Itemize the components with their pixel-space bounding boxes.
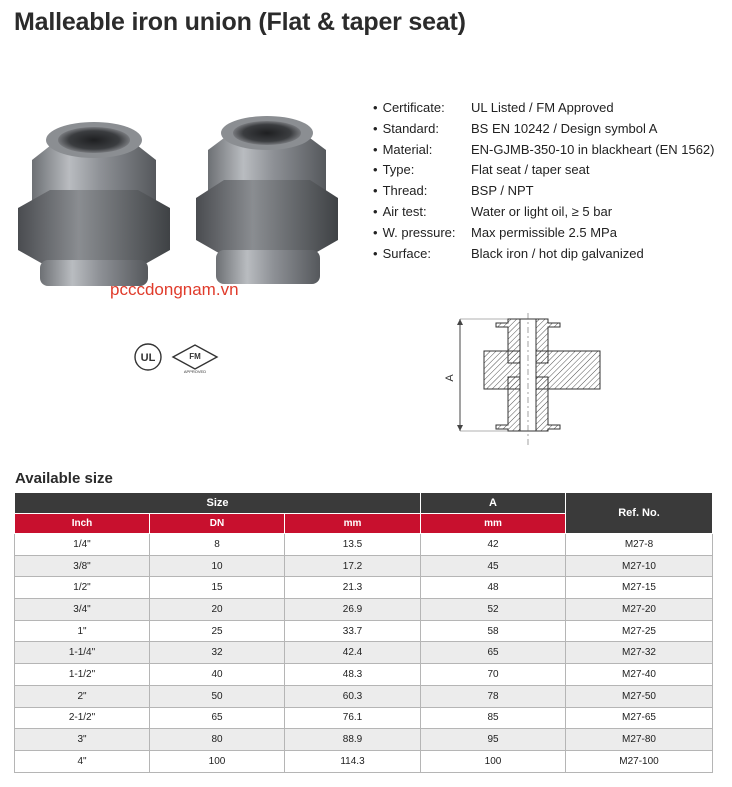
cell-dn: 40	[150, 664, 285, 686]
cell-inch: 1"	[15, 620, 150, 642]
cell-ref: M27-32	[566, 642, 713, 664]
cell-inch: 3/4"	[15, 599, 150, 621]
svg-text:UL: UL	[140, 352, 156, 364]
cell-mm: 33.7	[285, 620, 421, 642]
cell-ref: M27-80	[566, 729, 713, 751]
spec-value: BS EN 10242 / Design symbol A	[471, 120, 658, 136]
header-a: A	[421, 493, 566, 514]
cell-a: 58	[421, 620, 566, 642]
cell-inch: 1-1/2"	[15, 664, 150, 686]
spec-value: UL Listed / FM Approved	[471, 100, 614, 115]
cell-dn: 8	[150, 534, 285, 556]
cell-a: 42	[421, 534, 566, 556]
spec-label: • W. pressure:	[373, 223, 471, 244]
table-row	[15, 555, 713, 577]
spec-label: • Type:	[373, 160, 471, 181]
table-row	[15, 707, 713, 729]
cell-mm: 114.3	[285, 750, 421, 772]
table-row	[15, 599, 713, 621]
cell-inch: 3/8"	[15, 555, 150, 577]
cell-a: 70	[421, 664, 566, 686]
union-right	[196, 116, 338, 284]
cell-inch: 4"	[15, 750, 150, 772]
section-title: Available size	[15, 470, 113, 487]
cell-inch: 2"	[15, 685, 150, 707]
table-row	[15, 729, 713, 751]
dimension-label-a: A	[444, 374, 456, 382]
cell-mm: 48.3	[285, 664, 421, 686]
spec-row	[373, 98, 715, 119]
header-ref-no: Ref. No.	[566, 493, 713, 534]
spec-row	[373, 119, 715, 140]
cell-dn: 25	[150, 620, 285, 642]
cell-dn: 65	[150, 707, 285, 729]
cell-mm: 76.1	[285, 707, 421, 729]
cell-ref: M27-15	[566, 577, 713, 599]
spec-value: EN-GJMB-350-10 in blackheart (EN 1562)	[471, 141, 715, 157]
cell-mm: 21.3	[285, 577, 421, 599]
cell-a: 45	[421, 555, 566, 577]
header-inch: Inch	[15, 514, 150, 534]
spec-row	[373, 160, 715, 181]
cell-inch: 1/4"	[15, 534, 150, 556]
table-row	[15, 750, 713, 772]
cell-a: 95	[421, 729, 566, 751]
table-row	[15, 664, 713, 686]
cell-dn: 10	[150, 555, 285, 577]
cell-a: 78	[421, 685, 566, 707]
spec-value: BSP / NPT	[471, 183, 534, 199]
spec-row	[373, 140, 715, 161]
page-title: Malleable iron union (Flat & taper seat)	[14, 8, 466, 36]
cell-dn: 32	[150, 642, 285, 664]
table-row	[15, 620, 713, 642]
spec-value: Flat seat / taper seat	[471, 162, 590, 178]
cell-dn: 15	[150, 577, 285, 599]
cell-ref: M27-50	[566, 685, 713, 707]
cell-ref: M27-8	[566, 534, 713, 556]
spec-row	[373, 223, 715, 244]
cell-dn: 100	[150, 750, 285, 772]
cell-mm: 60.3	[285, 685, 421, 707]
certification-logos	[133, 340, 223, 374]
size-table-body	[15, 534, 713, 773]
cell-dn: 20	[150, 599, 285, 621]
spec-row	[373, 202, 715, 223]
cell-inch: 1-1/4"	[15, 642, 150, 664]
cell-a: 85	[421, 707, 566, 729]
cell-dn: 50	[150, 685, 285, 707]
spec-list	[373, 98, 715, 264]
spec-label: • Standard:	[373, 119, 471, 140]
header-dn: DN	[150, 514, 285, 534]
cell-ref: M27-65	[566, 707, 713, 729]
cell-mm: 88.9	[285, 729, 421, 751]
cell-mm: 13.5	[285, 534, 421, 556]
table-row	[15, 577, 713, 599]
table-row	[15, 534, 713, 556]
spec-row	[373, 244, 715, 265]
cell-ref: M27-20	[566, 599, 713, 621]
spec-label: • Certificate:	[373, 98, 471, 119]
fm-approved-logo	[173, 345, 217, 374]
cell-ref: M27-25	[566, 620, 713, 642]
spec-label: • Thread:	[373, 181, 471, 202]
cell-a: 65	[421, 642, 566, 664]
cell-ref: M27-10	[566, 555, 713, 577]
cell-ref: M27-100	[566, 750, 713, 772]
svg-text:APPROVED: APPROVED	[183, 369, 207, 374]
union-left	[18, 122, 170, 286]
cross-section-drawing	[440, 305, 630, 460]
cell-mm: 17.2	[285, 555, 421, 577]
svg-text:FM: FM	[189, 352, 201, 361]
cell-inch: 2-1/2"	[15, 707, 150, 729]
table-row	[15, 685, 713, 707]
spec-label: • Surface:	[373, 244, 471, 265]
cell-inch: 3"	[15, 729, 150, 751]
cell-mm: 26.9	[285, 599, 421, 621]
spec-label: • Air test:	[373, 202, 471, 223]
cell-dn: 80	[150, 729, 285, 751]
header-mm: mm	[285, 514, 421, 534]
product-photo	[10, 100, 340, 300]
cell-a: 48	[421, 577, 566, 599]
cell-mm: 42.4	[285, 642, 421, 664]
cell-ref: M27-40	[566, 664, 713, 686]
cell-a: 52	[421, 599, 566, 621]
header-size: Size	[15, 493, 421, 514]
spec-row	[373, 181, 715, 202]
cell-inch: 1/2"	[15, 577, 150, 599]
size-table	[14, 492, 713, 773]
spec-value: Black iron / hot dip galvanized	[471, 245, 644, 261]
spec-label: • Material:	[373, 140, 471, 161]
cell-a: 100	[421, 750, 566, 772]
ul-logo	[135, 344, 161, 370]
watermark-text: pccc​dongnam.vn	[110, 280, 239, 299]
spec-value: Max permissible 2.5 MPa	[471, 224, 617, 240]
spec-value: Water or light oil, ≥ 5 bar	[471, 203, 613, 219]
table-row	[15, 642, 713, 664]
header-a-mm: mm	[421, 514, 566, 534]
